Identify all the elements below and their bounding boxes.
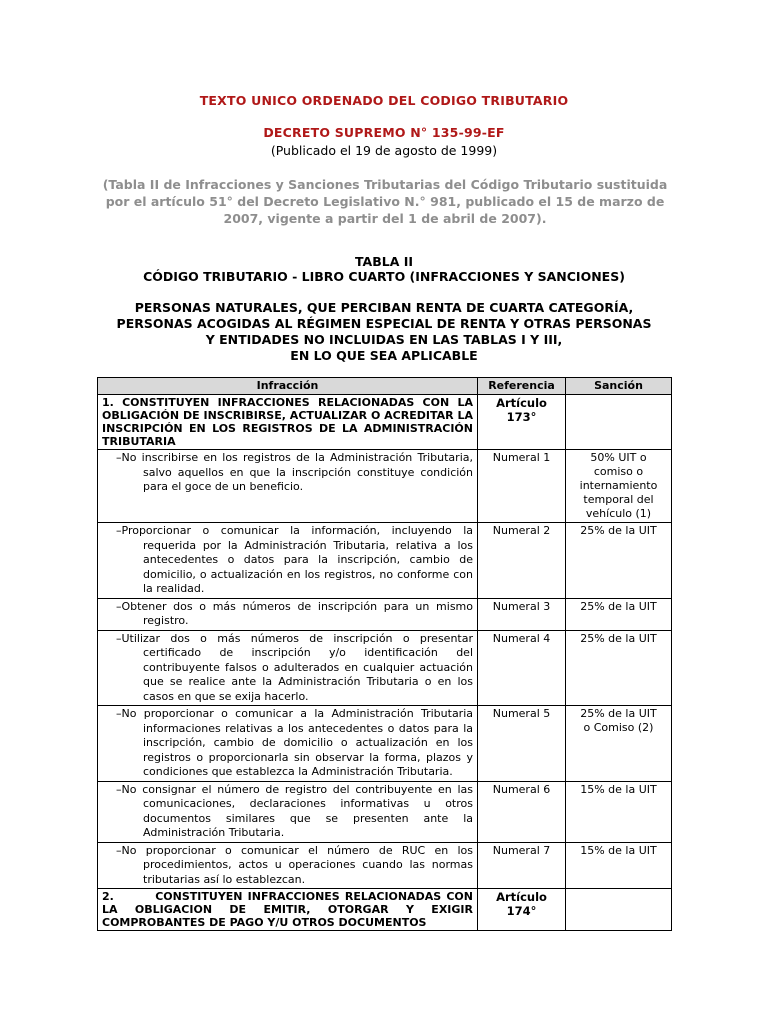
infraction-cell (98, 842, 478, 889)
dash-bullet: – (116, 524, 122, 537)
infractions-table (97, 377, 672, 931)
infraction-cell (98, 598, 478, 630)
reference-cell: Numeral 1 (478, 450, 566, 523)
infraction-text: No proporcionar o comunicar el número de RUC en los procedimientos, actos u operaciones cuando las normas tributarias así lo establezcan. (121, 843, 473, 886)
infraction-text: No consignar el número de registro del contribuyente en las comunicaciones, declaraciones informativas u otros documentos similares que se presenten ante la Administración Tributaria. (121, 782, 473, 839)
reference-cell: Numeral 2 (478, 523, 566, 599)
infraction-cell (98, 523, 478, 599)
section-2-sanction (566, 889, 672, 931)
section-2-number: 2. (102, 890, 114, 903)
applicable-persons (96, 300, 672, 364)
sanction-line: o Comiso (2) (583, 721, 654, 734)
table-row (98, 598, 672, 630)
dash-bullet: – (116, 631, 122, 645)
table-row (98, 706, 672, 782)
infraction-text: Proporcionar o comunicar la información, incluyendo la requerida por la Administración Tributaria, relativa a los antecedentes o datos para la inscripción, cambio de domicilio, o actualización en los registros, no conforme con la realidad. (121, 524, 473, 595)
applicable-persons-line: EN LO QUE SEA APLICABLE (290, 348, 478, 363)
section-2-reference: Artículo 174° (478, 889, 566, 931)
header-sancion: Sanción (566, 378, 672, 395)
header-referencia: Referencia (478, 378, 566, 395)
table-title: TABLA II (354, 254, 414, 269)
infraction-cell (98, 781, 478, 842)
section-1-reference: Artículo 173° (478, 395, 566, 450)
amendment-note: (Tabla II de Infracciones y Sanciones Tributarias del Código Tributario sustituida por el artículo 51° del Decreto Legislativo N.° 981, publicado el 15 de marzo de 2007, vigente a partir del 1 de abril de 2007). (102, 177, 668, 226)
reference-cell: Numeral 5 (478, 706, 566, 782)
table-row (98, 450, 672, 523)
reference-cell: Numeral 7 (478, 842, 566, 889)
infraction-cell (98, 706, 478, 782)
sanction-cell: 50% UIT o comiso o internamiento temporal del vehículo (1) (566, 450, 672, 523)
section-row (98, 395, 672, 450)
reference-cell: Numeral 6 (478, 781, 566, 842)
applicable-persons-line: PERSONAS ACOGIDAS AL RÉGIMEN ESPECIAL DE RENTA Y OTRAS PERSONAS (116, 316, 652, 331)
infraction-text: No proporcionar o comunicar a la Administración Tributaria informaciones relativas a los antecedentes o datos para la inscripción, cambio de domicilio o actualización en los registros o proporcionarla sin observar la forma, plazos y condiciones que establezca la Administración Tributaria. (121, 707, 473, 778)
dash-bullet: – (116, 782, 122, 796)
document-title: TEXTO UNICO ORDENADO DEL CODIGO TRIBUTARIO (199, 93, 569, 108)
sanction-cell: 25% de la UIT (566, 523, 672, 599)
applicable-persons-line: Y ENTIDADES NO INCLUIDAS EN LAS TABLAS I Y III, (205, 332, 563, 347)
table-header-row (98, 378, 672, 395)
sanction-cell: 25% de la UIT (566, 630, 672, 706)
header-infraccion: Infracción (98, 378, 478, 395)
dash-bullet: – (116, 451, 122, 464)
table-row (98, 781, 672, 842)
table-row (98, 630, 672, 706)
section-1-text: 1. CONSTITUYEN INFRACCIONES RELACIONADAS CON LA OBLIGACIÓN DE INSCRIBIRSE, ACTUALIZAR O ACREDITAR LA INSCRIPCIÓN EN LOS REGISTROS DE LA ADMINISTRACIÓN TRIBUTARIA (98, 395, 478, 450)
reference-cell: Numeral 3 (478, 598, 566, 630)
section-1-sanction (566, 395, 672, 450)
decree-title: DECRETO SUPREMO N° 135-99-EF (263, 125, 505, 140)
sanction-cell: 25% de la UIT (566, 598, 672, 630)
sanction-cell: 15% de la UIT (566, 781, 672, 842)
infraction-text: No inscribirse en los registros de la Administración Tributaria, salvo aquellos en que la inscripción constituye condición para el goce de un beneficio. (121, 451, 473, 493)
infraction-text: Utilizar dos o más números de inscripción o presentar certificado de inscripción y/o identificación del contribuyente falsos o adulterados en cualquier actuación que se realice ante la Administración Tributaria o en los casos en que se exija hacerlo. (121, 631, 473, 703)
sanction-cell (566, 706, 672, 782)
sanction-cell: 15% de la UIT (566, 842, 672, 889)
dash-bullet: – (116, 843, 122, 857)
infraction-cell (98, 450, 478, 523)
reference-cell: Numeral 4 (478, 630, 566, 706)
table-row (98, 523, 672, 599)
infraction-cell (98, 630, 478, 706)
section-row (98, 889, 672, 931)
applicable-persons-line: PERSONAS NATURALES, QUE PERCIBAN RENTA DE CUARTA CATEGORÍA, (134, 300, 634, 315)
infraction-text: Obtener dos o más números de inscripción para un mismo registro. (121, 599, 473, 627)
sanction-line: 25% de la UIT (580, 707, 657, 720)
section-2-label: CONSTITUYEN INFRACCIONES RELACIONADAS CON LA OBLIGACION DE EMITIR, OTORGAR Y EXIGIR COMPROBANTES DE PAGO Y/U OTROS DOCUMENTOS (102, 890, 473, 929)
dash-bullet: – (116, 707, 122, 720)
section-2-text (98, 889, 478, 931)
code-subtitle: CÓDIGO TRIBUTARIO - LIBRO CUARTO (INFRACCIONES Y SANCIONES) (143, 269, 625, 284)
table-row (98, 842, 672, 889)
dash-bullet: – (116, 599, 122, 613)
publication-date: (Publicado el 19 de agosto de 1999) (270, 143, 498, 158)
